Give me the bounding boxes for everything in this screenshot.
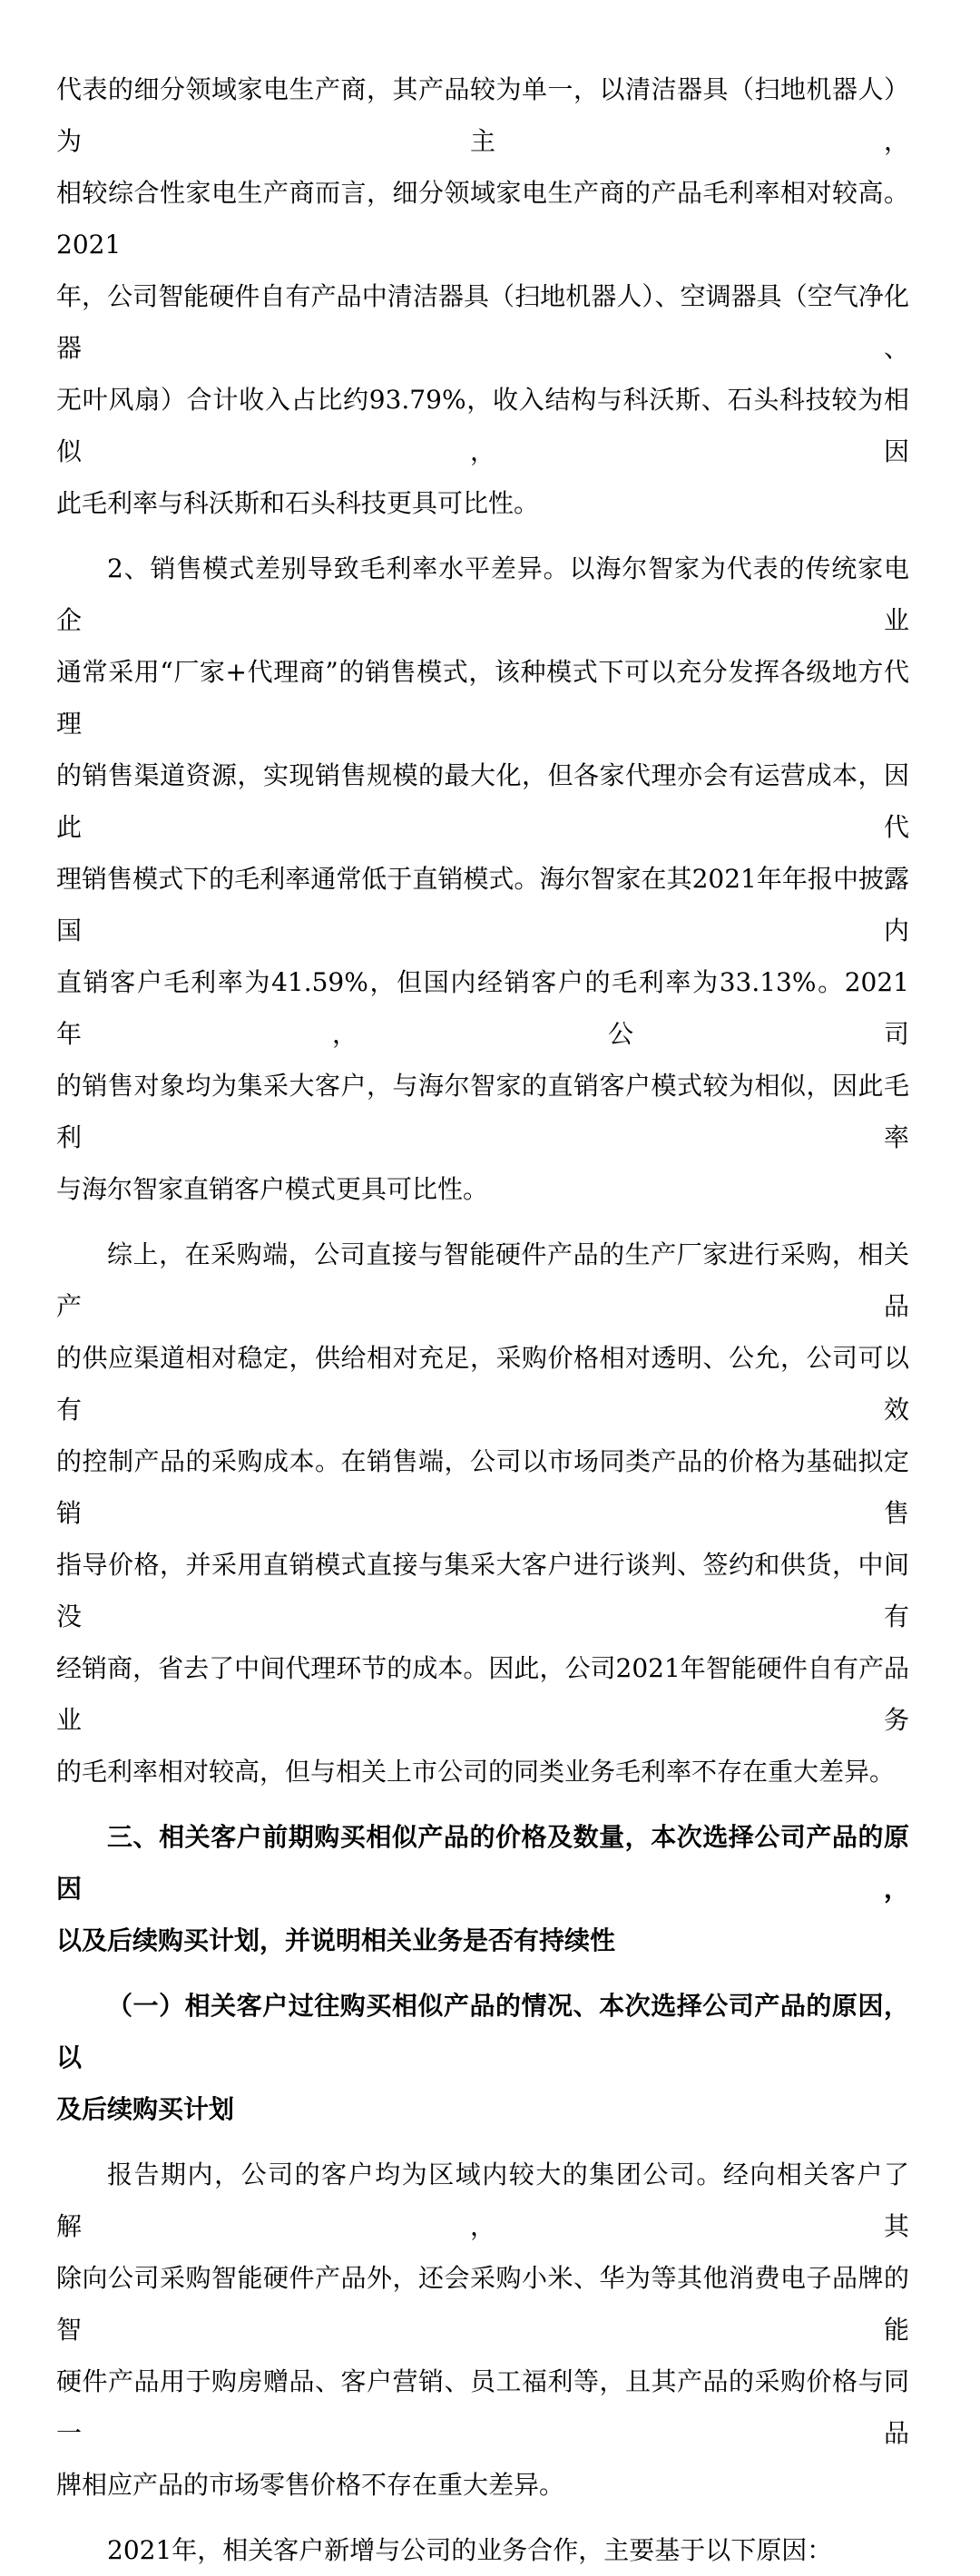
text-line: 报告期内，公司的客户均为区域内较大的集团公司。经向相关客户了解，其 bbox=[56, 2160, 909, 2241]
text-line: 代表的细分领域家电生产商，其产品较为单一，以清洁器具（扫地机器人）为主， bbox=[56, 74, 909, 156]
text-line: 牌相应产品的市场零售价格不存在重大差异。 bbox=[56, 2470, 565, 2500]
heading-line: 三、相关客户前期购买相似产品的价格及数量，本次选择公司产品的原因， bbox=[56, 1822, 909, 1904]
text-line: 通常采用“厂家+代理商”的销售模式，该种模式下可以充分发挥各级地方代理 bbox=[56, 657, 909, 739]
heading-line: 及后续购买计划 bbox=[56, 2094, 235, 2124]
heading-line: （一）相关客户过往购买相似产品的情况、本次选择公司产品的原因，以 bbox=[56, 1991, 909, 2072]
text-line: 2、销售模式差别导致毛利率水平差异。以海尔智家为代表的传统家电企业 bbox=[56, 553, 909, 635]
paragraph-continuation bbox=[56, 64, 909, 529]
text-line: 的供应渠道相对稳定，供给相对充足，采购价格相对透明、公允，公司可以有效 bbox=[56, 1343, 909, 1425]
text-line: 年，公司智能硬件自有产品中清洁器具（扫地机器人）、空调器具（空气净化器、 bbox=[56, 281, 909, 363]
paragraph-sales-model bbox=[56, 543, 909, 1215]
subsection-heading bbox=[56, 1980, 909, 2135]
text-line: 理销售模式下的毛利率通常低于直销模式。海尔智家在其2021年年报中披露国内 bbox=[56, 864, 909, 945]
text-line: 无叶风扇）合计收入占比约93.79%，收入结构与科沃斯、石头科技较为相似，因 bbox=[56, 385, 909, 466]
text-line: 综上，在采购端，公司直接与智能硬件产品的生产厂家进行采购，相关产品 bbox=[56, 1239, 909, 1321]
document-page bbox=[56, 64, 909, 2576]
text-line: 经销商，省去了中间代理环节的成本。因此，公司2021年智能硬件自有产品业务 bbox=[56, 1653, 909, 1735]
text-line: 相较综合性家电生产商而言，细分领域家电生产商的产品毛利率相对较高。2021 bbox=[56, 178, 909, 260]
text-line: 除向公司采购智能硬件产品外，还会采购小米、华为等其他消费电子品牌的智能 bbox=[56, 2263, 909, 2345]
heading-line: 以及后续购买计划，并说明相关业务是否有持续性 bbox=[56, 1925, 616, 1955]
text-line: 直销客户毛利率为41.59%，但国内经销客户的毛利率为33.13%。2021年，公司 bbox=[56, 967, 909, 1049]
text-line: 此毛利率与科沃斯和石头科技更具可比性。 bbox=[56, 488, 540, 518]
text-line: 指导价格，并采用直销模式直接与集采大客户进行谈判、签约和供货，中间没有 bbox=[56, 1550, 909, 1631]
text-line: 的毛利率相对较高，但与相关上市公司的同类业务毛利率不存在重大差异。 bbox=[56, 1757, 896, 1787]
section-heading bbox=[56, 1811, 909, 1966]
text-line: 2021年，相关客户新增与公司的业务合作，主要基于以下原因： bbox=[107, 2535, 833, 2565]
text-line: 的销售对象均为集采大客户，与海尔智家的直销客户模式较为相似，因此毛利率 bbox=[56, 1071, 909, 1152]
text-line: 的控制产品的采购成本。在销售端，公司以市场同类产品的价格为基础拟定销售 bbox=[56, 1446, 909, 1528]
text-line: 硬件产品用于购房赠品、客户营销、员工福利等，且其产品的采购价格与同一品 bbox=[56, 2366, 909, 2448]
text-line: 的销售渠道资源，实现销售规模的最大化，但各家代理亦会有运营成本，因此代 bbox=[56, 760, 909, 842]
text-line: 与海尔智家直销客户模式更具可比性。 bbox=[56, 1174, 489, 1204]
paragraph-summary bbox=[56, 1229, 909, 1797]
paragraph-reasons-intro bbox=[56, 2524, 909, 2576]
paragraph-customers bbox=[56, 2149, 909, 2511]
